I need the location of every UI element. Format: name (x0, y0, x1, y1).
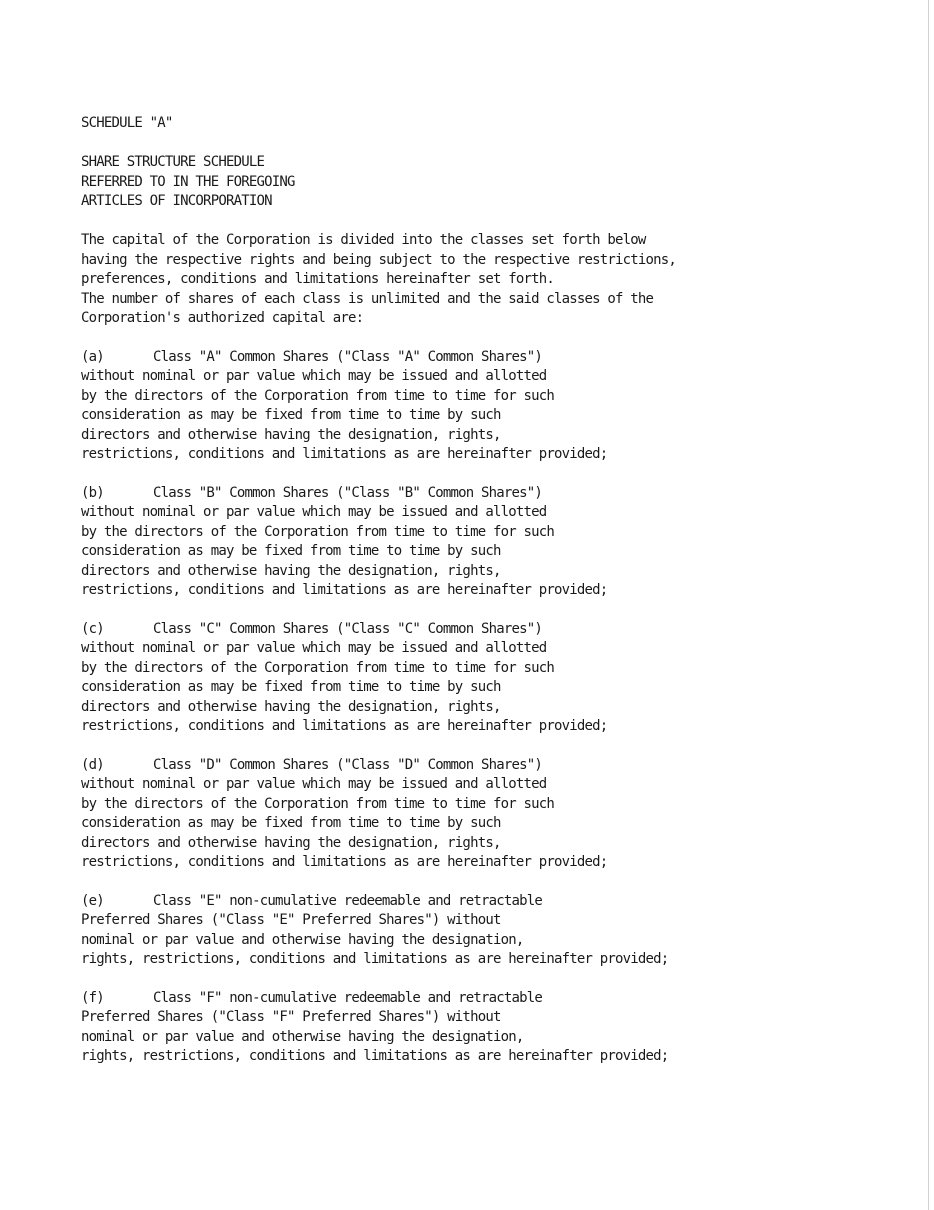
title-line-1: SHARE STRUCTURE SCHEDULE (81, 154, 265, 170)
clause-label: (b) (81, 484, 104, 501)
clause-line: directors and otherwise having the designation, rights, (81, 426, 501, 443)
clause-b (81, 484, 821, 601)
clause-line: rights, restrictions, conditions and limitations as are hereinafter provided; (81, 951, 669, 967)
clause-line: restrictions, conditions and limitations as are hereinafter provided; (81, 582, 608, 598)
clause-e (81, 892, 821, 970)
clause-line: by the directors of the Corporation from time to time for such (81, 795, 554, 812)
clause-first-line: Class "D" Common Shares ("Class "D" Common Shares") (153, 756, 543, 773)
clause-line: consideration as may be fixed from time to time by such (81, 679, 501, 695)
spacer (81, 134, 821, 154)
title-line-2: REFERRED TO IN THE FOREGOING (81, 173, 295, 190)
intro-line: Corporation's authorized capital are: (81, 310, 364, 326)
clause-line: consideration as may be fixed from time to time by such (81, 407, 501, 423)
clause-first-line: Class "E" non-cumulative redeemable and retractable (153, 892, 543, 909)
clause-label: (a) (81, 348, 104, 365)
clause-line: directors and otherwise having the designation, rights, (81, 834, 501, 851)
clause-first-line: Class "A" Common Shares ("Class "A" Common Shares") (153, 348, 543, 365)
clause-f (81, 989, 821, 1067)
intro-line: The capital of the Corporation is divided into the classes set forth below (81, 232, 646, 248)
clause-line: without nominal or par value which may be issued and allotted (81, 640, 547, 656)
clause-a (81, 348, 821, 465)
clause-line: nominal or par value and otherwise having the designation, (81, 1028, 524, 1045)
clause-c (81, 620, 821, 737)
page-edge-divider (928, 0, 929, 1210)
clause-line: consideration as may be fixed from time to time by such (81, 815, 501, 831)
clause-label: (e) (81, 892, 104, 909)
clause-line: restrictions, conditions and limitations as are hereinafter provided; (81, 718, 608, 734)
clause-label: (f) (81, 989, 104, 1006)
intro-line: having the respective rights and being subject to the respective restrictions, (81, 251, 677, 268)
document-body (81, 114, 821, 1067)
clause-line: directors and otherwise having the designation, rights, (81, 562, 501, 579)
schedule-heading: SCHEDULE "A" (81, 115, 173, 131)
clause-line: Preferred Shares ("Class "E" Preferred Shares") without (81, 912, 501, 928)
clause-label: (c) (81, 620, 104, 637)
title-line-3: ARTICLES OF INCORPORATION (81, 193, 272, 209)
intro-line: preferences, conditions and limitations hereinafter set forth. (81, 271, 554, 287)
clause-line: consideration as may be fixed from time to time by such (81, 543, 501, 559)
clause-line: without nominal or par value which may be issued and allotted (81, 368, 547, 384)
clause-line: Preferred Shares ("Class "F" Preferred Shares") without (81, 1009, 501, 1025)
clause-first-line: Class "B" Common Shares ("Class "B" Common Shares") (153, 484, 543, 501)
clause-d (81, 756, 821, 873)
clause-first-line: Class "C" Common Shares ("Class "C" Common Shares") (153, 620, 543, 637)
clause-line: without nominal or par value which may be issued and allotted (81, 776, 547, 792)
clause-line: restrictions, conditions and limitations as are hereinafter provided; (81, 854, 608, 870)
clause-line: rights, restrictions, conditions and limitations as are hereinafter provided; (81, 1048, 669, 1064)
clause-line: nominal or par value and otherwise having the designation, (81, 931, 524, 948)
clause-line: directors and otherwise having the designation, rights, (81, 698, 501, 715)
spacer (81, 212, 821, 232)
clause-first-line: Class "F" non-cumulative redeemable and retractable (153, 989, 543, 1006)
clause-line: by the directors of the Corporation from time to time for such (81, 387, 554, 404)
clause-line: restrictions, conditions and limitations as are hereinafter provided; (81, 446, 608, 462)
clause-line: by the directors of the Corporation from time to time for such (81, 523, 554, 540)
clause-label: (d) (81, 756, 104, 773)
intro-paragraph (81, 231, 821, 329)
clause-line: without nominal or par value which may be issued and allotted (81, 504, 547, 520)
clause-line: by the directors of the Corporation from time to time for such (81, 659, 554, 676)
intro-line: The number of shares of each class is unlimited and the said classes of the (81, 290, 654, 307)
